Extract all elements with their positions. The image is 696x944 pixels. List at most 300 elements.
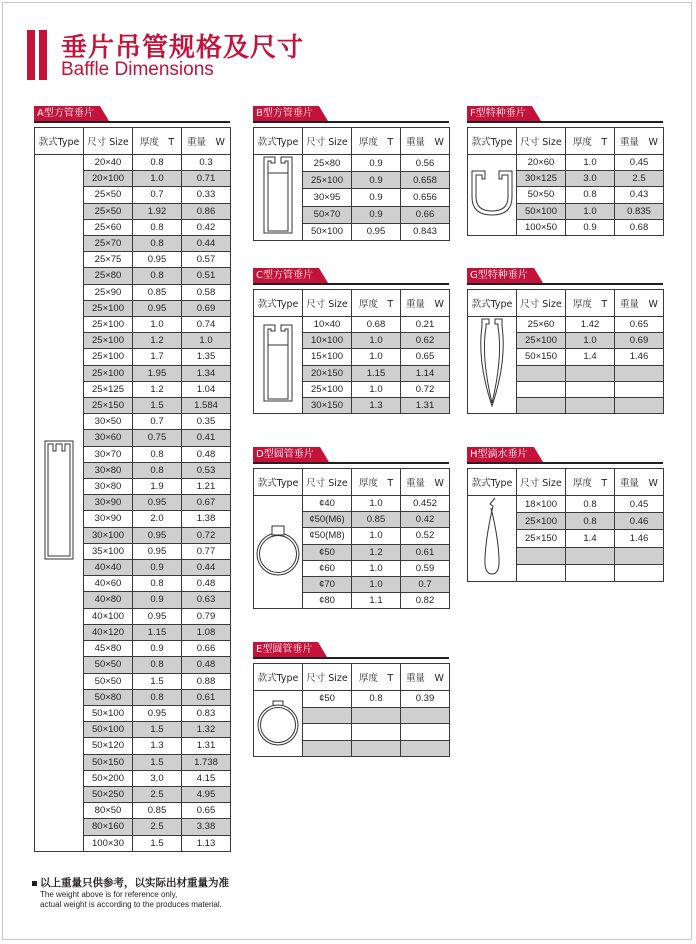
- size-cell: 30×100: [84, 527, 133, 543]
- size-cell: 50×100: [84, 705, 133, 721]
- size-cell: 50×50: [84, 657, 133, 673]
- thickness-cell: 3.0: [566, 171, 615, 187]
- thickness-cell: 1.4: [566, 530, 615, 547]
- size-cell: 25×100: [84, 317, 133, 333]
- weight-cell: 0.46: [615, 513, 664, 530]
- section-g-rule: [467, 283, 663, 285]
- size-cell: 25×80: [303, 155, 352, 172]
- weight-cell: 0.35: [182, 414, 231, 430]
- size-cell: 50×100: [303, 223, 352, 240]
- size-cell: 50×150: [517, 349, 566, 365]
- weight-cell: 1.14: [401, 365, 450, 381]
- weight-cell: 0.65: [182, 803, 231, 819]
- size-cell: 25×100: [84, 300, 133, 316]
- thickness-cell: 0.7: [133, 414, 182, 430]
- size-cell: ¢50: [303, 691, 352, 708]
- weight-cell: 1.46: [615, 530, 664, 547]
- thickness-cell: 1.0: [352, 577, 401, 593]
- thickness-cell: [566, 564, 615, 581]
- table-type-f: [467, 127, 664, 236]
- size-cell: 25×50: [84, 203, 133, 219]
- col-thickness-header: 厚度 T: [352, 290, 401, 317]
- col-type-header: 款式Type: [254, 469, 303, 496]
- size-cell: 50×50: [517, 187, 566, 203]
- section-c-rule: [253, 283, 449, 285]
- thickness-cell: 0.68: [352, 317, 401, 333]
- footnote-en-line1: The weight above is for reference only,: [40, 890, 178, 899]
- size-cell: 50×200: [84, 770, 133, 786]
- size-cell: 40×60: [84, 576, 133, 592]
- table-row: [254, 691, 450, 708]
- col-thickness-header: 厚度 T: [352, 664, 401, 691]
- size-cell: 20×40: [84, 155, 133, 171]
- weight-cell: 1.38: [182, 511, 231, 527]
- weight-cell: 0.72: [401, 381, 450, 397]
- col-weight-header: 重量 W: [615, 128, 664, 155]
- thickness-cell: 0.8: [133, 689, 182, 705]
- col-type-header: 款式Type: [468, 469, 517, 496]
- weight-cell: 0.42: [182, 219, 231, 235]
- size-cell: 20×150: [303, 365, 352, 381]
- thickness-cell: 0.8: [133, 155, 182, 171]
- thickness-cell: 1.5: [133, 754, 182, 770]
- weight-cell: 0.48: [182, 576, 231, 592]
- thickness-cell: 1.0: [352, 381, 401, 397]
- weight-cell: 0.59: [401, 560, 450, 576]
- table-header-row: [468, 128, 664, 155]
- thickness-cell: 1.5: [133, 398, 182, 414]
- thickness-cell: 1.3: [133, 738, 182, 754]
- thickness-cell: [352, 707, 401, 724]
- thickness-cell: 0.8: [133, 236, 182, 252]
- size-cell: 50×70: [303, 206, 352, 223]
- col-type-header: 款式Type: [35, 128, 84, 155]
- weight-cell: 1.0: [182, 333, 231, 349]
- thickness-cell: 0.9: [352, 206, 401, 223]
- weight-cell: 0.39: [401, 691, 450, 708]
- page-title-en: Baffle Dimensions: [61, 59, 214, 80]
- weight-cell: 0.74: [182, 317, 231, 333]
- weight-cell: 0.82: [401, 593, 450, 609]
- section-d-rule: [253, 462, 449, 464]
- weight-cell: [401, 707, 450, 724]
- size-cell: ¢80: [303, 593, 352, 609]
- thickness-cell: 0.95: [133, 252, 182, 268]
- weight-cell: 0.42: [401, 512, 450, 528]
- thickness-cell: 0.9: [133, 560, 182, 576]
- col-size-header: 尺寸 Size: [303, 469, 352, 496]
- thickness-cell: 1.2: [133, 381, 182, 397]
- thickness-cell: 0.85: [133, 284, 182, 300]
- thickness-cell: [566, 547, 615, 564]
- profile-drawing: [254, 691, 303, 757]
- size-cell: 25×100: [84, 365, 133, 381]
- weight-cell: 1.13: [182, 835, 231, 851]
- col-weight-header: 重量 W: [401, 469, 450, 496]
- table-type-a: [34, 127, 231, 852]
- size-cell: 25×60: [517, 317, 566, 333]
- weight-cell: 1.31: [182, 738, 231, 754]
- section-e-label: E型圆管垂片: [253, 642, 318, 657]
- table-type-b: [253, 127, 450, 241]
- section-f-label: F型特种垂片: [467, 106, 532, 121]
- weight-cell: 1.04: [182, 381, 231, 397]
- thickness-cell: 1.0: [352, 349, 401, 365]
- size-cell: ¢40: [303, 496, 352, 512]
- weight-cell: 0.88: [182, 673, 231, 689]
- size-cell: [517, 397, 566, 413]
- size-cell: 100×50: [517, 219, 566, 235]
- thickness-cell: 0.85: [133, 803, 182, 819]
- size-cell: ¢60: [303, 560, 352, 576]
- col-size-header: 尺寸 Size: [517, 469, 566, 496]
- col-thickness-header: 厚度 T: [352, 128, 401, 155]
- section-a-rule: [34, 121, 230, 123]
- thickness-cell: 1.92: [133, 203, 182, 219]
- size-cell: [517, 564, 566, 581]
- thickness-cell: [566, 365, 615, 381]
- size-cell: 30×70: [84, 446, 133, 462]
- col-type-header: 款式Type: [254, 128, 303, 155]
- table-header-row: [35, 128, 231, 155]
- size-cell: 30×90: [84, 495, 133, 511]
- table-row: [468, 317, 664, 333]
- size-cell: [517, 365, 566, 381]
- thickness-cell: 0.9: [352, 189, 401, 206]
- col-weight-header: 重量 W: [401, 128, 450, 155]
- weight-cell: 0.56: [401, 155, 450, 172]
- col-type-header: 款式Type: [254, 290, 303, 317]
- weight-cell: 1.31: [401, 398, 450, 414]
- thickness-cell: 0.95: [133, 300, 182, 316]
- thickness-cell: 0.95: [133, 705, 182, 721]
- thickness-cell: 0.8: [133, 657, 182, 673]
- size-cell: ¢50(M8): [303, 528, 352, 544]
- thickness-cell: 0.95: [133, 527, 182, 543]
- weight-cell: 0.68: [615, 219, 664, 235]
- thickness-cell: 1.15: [133, 624, 182, 640]
- thickness-cell: 0.8: [133, 219, 182, 235]
- table-type-e: [253, 663, 450, 757]
- size-cell: 30×80: [84, 479, 133, 495]
- thickness-cell: [566, 397, 615, 413]
- table-type-g: [467, 289, 664, 414]
- weight-cell: 0.48: [182, 446, 231, 462]
- size-cell: 25×100: [303, 172, 352, 189]
- thickness-cell: 2.5: [133, 786, 182, 802]
- size-cell: 40×120: [84, 624, 133, 640]
- thickness-cell: [352, 740, 401, 757]
- thickness-cell: 0.8: [352, 691, 401, 708]
- weight-cell: 0.21: [401, 317, 450, 333]
- size-cell: 25×100: [517, 513, 566, 530]
- thickness-cell: 0.8: [133, 268, 182, 284]
- profile-drawing: [254, 155, 303, 241]
- weight-cell: 0.69: [182, 300, 231, 316]
- weight-cell: 1.738: [182, 754, 231, 770]
- weight-cell: 0.52: [401, 528, 450, 544]
- size-cell: 20×100: [84, 171, 133, 187]
- size-cell: 50×120: [84, 738, 133, 754]
- weight-cell: 0.65: [615, 317, 664, 333]
- size-cell: 30×150: [303, 398, 352, 414]
- weight-cell: 0.69: [615, 333, 664, 349]
- page-title-cn: 垂片吊管规格及尺寸: [61, 33, 305, 63]
- thickness-cell: 1.2: [133, 333, 182, 349]
- col-size-header: 尺寸 Size: [84, 128, 133, 155]
- weight-cell: 0.71: [182, 171, 231, 187]
- footnote-cn: 以上重量只供参考，以实际出材重量为准: [40, 877, 229, 889]
- weight-cell: 1.35: [182, 349, 231, 365]
- thickness-cell: 0.9: [133, 641, 182, 657]
- weight-cell: [615, 365, 664, 381]
- col-weight-header: 重量 W: [401, 290, 450, 317]
- weight-cell: 0.86: [182, 203, 231, 219]
- col-weight-header: 重量 W: [401, 664, 450, 691]
- weight-cell: 0.48: [182, 657, 231, 673]
- table-header-row: [254, 469, 450, 496]
- thickness-cell: 0.7: [133, 187, 182, 203]
- size-cell: ¢70: [303, 577, 352, 593]
- weight-cell: 0.41: [182, 430, 231, 446]
- col-thickness-header: 厚度 T: [352, 469, 401, 496]
- size-cell: 50×150: [84, 754, 133, 770]
- footnote: [32, 875, 229, 910]
- thickness-cell: 0.8: [133, 576, 182, 592]
- weight-cell: 4.15: [182, 770, 231, 786]
- table-header-row: [254, 664, 450, 691]
- weight-cell: 0.7: [401, 577, 450, 593]
- thickness-cell: 1.9: [133, 479, 182, 495]
- thickness-cell: 1.0: [133, 317, 182, 333]
- weight-cell: 0.62: [401, 333, 450, 349]
- thickness-cell: 1.15: [352, 365, 401, 381]
- thickness-cell: 0.9: [352, 155, 401, 172]
- weight-cell: 0.61: [401, 544, 450, 560]
- thickness-cell: 1.0: [566, 203, 615, 219]
- size-cell: 40×40: [84, 560, 133, 576]
- section-d-label: D型圆管垂片: [253, 447, 320, 462]
- weight-cell: 1.584: [182, 398, 231, 414]
- weight-cell: [401, 740, 450, 757]
- table-header-row: [254, 128, 450, 155]
- size-cell: ¢50(M6): [303, 512, 352, 528]
- thickness-cell: 1.5: [133, 673, 182, 689]
- thickness-cell: 1.0: [566, 333, 615, 349]
- weight-cell: 0.77: [182, 543, 231, 559]
- col-type-header: 款式Type: [468, 290, 517, 317]
- section-h-rule: [467, 462, 663, 464]
- col-weight-header: 重量 W: [615, 290, 664, 317]
- col-size-header: 尺寸 Size: [303, 664, 352, 691]
- size-cell: 80×50: [84, 803, 133, 819]
- size-cell: 80×160: [84, 819, 133, 835]
- thickness-cell: [566, 381, 615, 397]
- weight-cell: 0.63: [182, 592, 231, 608]
- size-cell: 100×30: [84, 835, 133, 851]
- size-cell: 25×150: [517, 530, 566, 547]
- weight-cell: 0.835: [615, 203, 664, 219]
- size-cell: 10×100: [303, 333, 352, 349]
- size-cell: 25×100: [517, 333, 566, 349]
- weight-cell: [401, 724, 450, 741]
- size-cell: [303, 740, 352, 757]
- thickness-cell: 1.42: [566, 317, 615, 333]
- profile-drawing: [254, 317, 303, 414]
- section-b-rule: [253, 121, 449, 123]
- weight-cell: 0.656: [401, 189, 450, 206]
- footnote-en-line2: actual weight is according to the produces material.: [40, 900, 222, 909]
- size-cell: 35×100: [84, 543, 133, 559]
- thickness-cell: [352, 724, 401, 741]
- weight-cell: [615, 564, 664, 581]
- weight-cell: 0.66: [401, 206, 450, 223]
- size-cell: 25×150: [84, 398, 133, 414]
- thickness-cell: 0.8: [566, 496, 615, 513]
- col-size-header: 尺寸 Size: [303, 128, 352, 155]
- thickness-cell: 1.7: [133, 349, 182, 365]
- weight-cell: 0.45: [615, 496, 664, 513]
- bullet-icon: [32, 881, 37, 886]
- weight-cell: 2.5: [615, 171, 664, 187]
- thickness-cell: 0.95: [133, 608, 182, 624]
- weight-cell: 1.34: [182, 365, 231, 381]
- size-cell: [303, 707, 352, 724]
- size-cell: 25×50: [84, 187, 133, 203]
- col-size-header: 尺寸 Size: [517, 128, 566, 155]
- profile-drawing: [468, 496, 517, 582]
- thickness-cell: 2.5: [133, 819, 182, 835]
- thickness-cell: 0.85: [352, 512, 401, 528]
- thickness-cell: 1.4: [566, 349, 615, 365]
- table-header-row: [468, 290, 664, 317]
- size-cell: 25×70: [84, 236, 133, 252]
- thickness-cell: 1.5: [133, 722, 182, 738]
- thickness-cell: 1.5: [133, 835, 182, 851]
- size-cell: 25×60: [84, 219, 133, 235]
- size-cell: 30×60: [84, 430, 133, 446]
- size-cell: 50×100: [517, 203, 566, 219]
- table-type-h: [467, 468, 664, 582]
- size-cell: 30×95: [303, 189, 352, 206]
- thickness-cell: 1.1: [352, 593, 401, 609]
- weight-cell: 0.3: [182, 155, 231, 171]
- size-cell: 15×100: [303, 349, 352, 365]
- thickness-cell: 1.0: [133, 171, 182, 187]
- size-cell: [517, 547, 566, 564]
- weight-cell: 0.65: [401, 349, 450, 365]
- thickness-cell: 0.95: [133, 543, 182, 559]
- thickness-cell: 1.0: [566, 155, 615, 171]
- profile-drawing: [35, 155, 84, 852]
- weight-cell: 0.53: [182, 462, 231, 478]
- size-cell: ¢50: [303, 544, 352, 560]
- weight-cell: 4.95: [182, 786, 231, 802]
- thickness-cell: 0.9: [566, 219, 615, 235]
- size-cell: 25×90: [84, 284, 133, 300]
- size-cell: 40×80: [84, 592, 133, 608]
- weight-cell: [615, 397, 664, 413]
- size-cell: 30×50: [84, 414, 133, 430]
- size-cell: 50×50: [84, 673, 133, 689]
- thickness-cell: 0.8: [566, 513, 615, 530]
- table-row: [468, 496, 664, 513]
- col-thickness-header: 厚度 T: [566, 469, 615, 496]
- thickness-cell: 3.0: [133, 770, 182, 786]
- weight-cell: 0.45: [615, 155, 664, 171]
- thickness-cell: 1.0: [352, 528, 401, 544]
- profile-drawing: [254, 496, 303, 609]
- weight-cell: 1.46: [615, 349, 664, 365]
- weight-cell: 0.51: [182, 268, 231, 284]
- col-size-header: 尺寸 Size: [517, 290, 566, 317]
- size-cell: 20×60: [517, 155, 566, 171]
- section-e-rule: [253, 657, 449, 659]
- size-cell: 25×75: [84, 252, 133, 268]
- thickness-cell: 1.0: [352, 496, 401, 512]
- section-b-label: B型方管垂片: [253, 106, 319, 121]
- col-weight-header: 重量 W: [615, 469, 664, 496]
- size-cell: 30×90: [84, 511, 133, 527]
- size-cell: [303, 724, 352, 741]
- thickness-cell: 2.0: [133, 511, 182, 527]
- weight-cell: [615, 381, 664, 397]
- size-cell: 25×125: [84, 381, 133, 397]
- weight-cell: 0.66: [182, 641, 231, 657]
- size-cell: 30×125: [517, 171, 566, 187]
- thickness-cell: 1.0: [352, 333, 401, 349]
- table-header-row: [254, 290, 450, 317]
- table-type-d: [253, 468, 450, 609]
- col-size-header: 尺寸 Size: [303, 290, 352, 317]
- weight-cell: 0.452: [401, 496, 450, 512]
- thickness-cell: 1.3: [352, 398, 401, 414]
- table-row: [468, 155, 664, 171]
- col-thickness-header: 厚度 T: [566, 128, 615, 155]
- thickness-cell: 1.2: [352, 544, 401, 560]
- col-type-header: 款式Type: [468, 128, 517, 155]
- size-cell: 25×100: [84, 333, 133, 349]
- weight-cell: 0.79: [182, 608, 231, 624]
- col-thickness-header: 厚度 T: [566, 290, 615, 317]
- thickness-cell: 1.95: [133, 365, 182, 381]
- section-f-rule: [467, 121, 663, 123]
- table-row: [254, 496, 450, 512]
- size-cell: 18×100: [517, 496, 566, 513]
- weight-cell: 1.08: [182, 624, 231, 640]
- weight-cell: 0.43: [615, 187, 664, 203]
- size-cell: 25×80: [84, 268, 133, 284]
- thickness-cell: 0.8: [566, 187, 615, 203]
- size-cell: 50×100: [84, 722, 133, 738]
- weight-cell: 0.83: [182, 705, 231, 721]
- weight-cell: 0.67: [182, 495, 231, 511]
- thickness-cell: 0.75: [133, 430, 182, 446]
- weight-cell: 0.658: [401, 172, 450, 189]
- table-row: [35, 155, 231, 171]
- weight-cell: 0.58: [182, 284, 231, 300]
- size-cell: 50×80: [84, 689, 133, 705]
- profile-drawing: [468, 317, 517, 414]
- size-cell: 25×100: [84, 349, 133, 365]
- size-cell: 30×80: [84, 462, 133, 478]
- weight-cell: 1.21: [182, 479, 231, 495]
- section-c-label: C型方管垂片: [253, 268, 319, 283]
- section-g-label: G型特种垂片: [467, 268, 534, 283]
- weight-cell: 0.843: [401, 223, 450, 240]
- weight-cell: [615, 547, 664, 564]
- col-thickness-header: 厚度 T: [133, 128, 182, 155]
